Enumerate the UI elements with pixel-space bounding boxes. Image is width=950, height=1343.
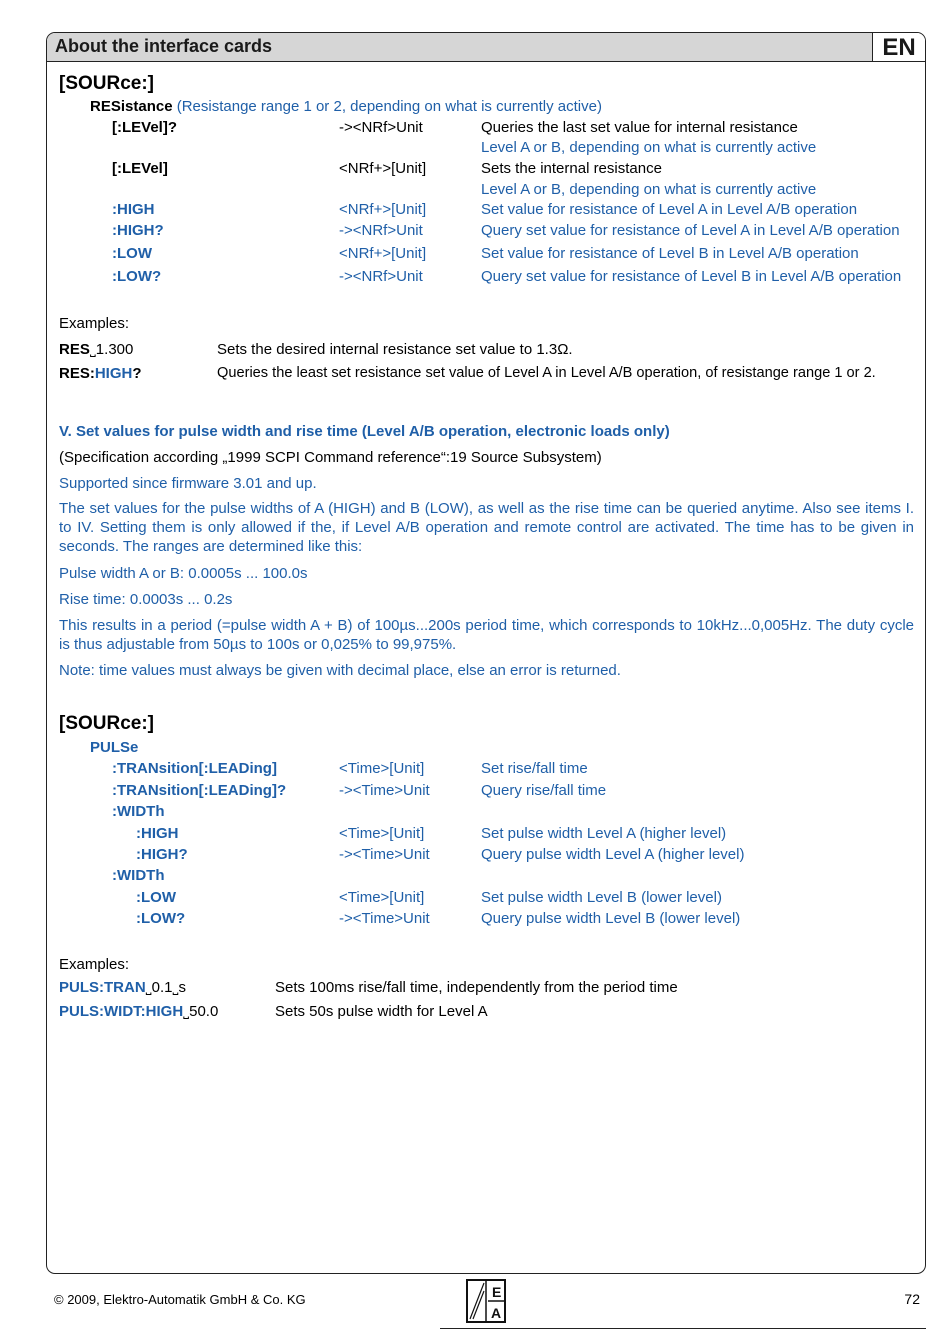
subsystem-resistance <box>90 97 602 116</box>
param-transition-query: -><Time>Unit <box>339 782 430 799</box>
subsystem-name: RESistance <box>90 98 173 115</box>
param-level-set: <NRf+>[Unit] <box>339 160 427 177</box>
desc-width-high: Set pulse width Level A (higher level) <box>481 825 727 842</box>
desc-level-set-note: Level A or B, depending on what is currently active <box>481 181 817 198</box>
examples-label-resistance: Examples: <box>59 315 130 332</box>
param-res-high-query: -><NRf>Unit <box>339 222 423 239</box>
param-width-low: <Time>[Unit] <box>339 889 425 906</box>
cmd-width-high-query: :HIGH? <box>136 846 188 863</box>
decimal-note: Note: time values must always be given with decimal place, else an error is returned. <box>59 662 621 679</box>
examples-label-pulse: Examples: <box>59 956 130 973</box>
example-res-desc: Sets the desired internal resistance set value to 1.3Ω. <box>217 341 573 358</box>
desc-transition-query: Query rise/fall time <box>481 782 607 799</box>
cmd-res-low: :LOW <box>112 245 152 262</box>
svg-text:E: E <box>492 1284 502 1300</box>
section-title-pulse: V. Set values for pulse width and rise time (Level A/B operation, electronic loads only) <box>59 423 670 440</box>
section-heading-resistance: [SOURce:] <box>59 73 155 94</box>
param-res-high: <NRf+>[Unit] <box>339 201 427 218</box>
pulse-width-range: Pulse width A or B: 0.0005s ... 100.0s <box>59 565 308 582</box>
example-cmd-part: RES: <box>59 365 95 382</box>
cmd-transition-query: :TRANsition[:LEADing]? <box>112 782 287 799</box>
paragraph-period: This results in a period (=pulse width A + B) of 100µs...200s period time, which corresponds to 10kHz...0,005Hz. The duty cycle is thus adjustable from 50µs to 100s or 0,025% to 99,975%. <box>59 617 914 653</box>
subsystem-note: (Resistange range 1 or 2, depending on what is currently active) <box>176 98 602 115</box>
param-transition: <Time>[Unit] <box>339 760 425 777</box>
desc-level-query: Queries the last set value for internal resistance <box>481 119 798 136</box>
example-cmd-part: ˽1.300 <box>89 341 134 358</box>
cmd-res-low-query: :LOW? <box>112 268 162 285</box>
param-res-low: <NRf+>[Unit] <box>339 245 427 262</box>
cmd-level-set: [:LEVel] <box>112 160 168 177</box>
example-puls-tran-cmd <box>59 978 186 997</box>
param-level-query: -><NRf>Unit <box>339 119 423 136</box>
ea-logo-icon <box>466 1279 506 1323</box>
example-cmd-part: HIGH <box>94 365 133 382</box>
footer-rule <box>440 1328 926 1329</box>
example-cmd-part: PULS:TRAN <box>59 979 146 996</box>
example-cmd-part: ˽50.0 <box>183 1003 219 1020</box>
desc-width-high-query: Query pulse width Level A (higher level) <box>481 846 745 863</box>
spec-reference: (Specification according „1999 SCPI Command reference“:19 Source Subsystem) <box>59 449 602 466</box>
cmd-level-query: [:LEVel]? <box>112 119 178 136</box>
firmware-note: Supported since firmware 3.01 and up. <box>59 475 317 492</box>
desc-level-query-note: Level A or B, depending on what is currently active <box>481 139 817 156</box>
cmd-res-high: :HIGH <box>112 201 155 218</box>
cmd-width-high: :HIGH <box>136 825 179 842</box>
example-puls-widt-desc: Sets 50s pulse width for Level A <box>275 1003 488 1020</box>
example-res-cmd <box>59 340 133 359</box>
param-width-high: <Time>[Unit] <box>339 825 425 842</box>
cmd-width-low: :LOW <box>136 889 176 906</box>
language-badge: EN <box>872 33 925 61</box>
desc-res-high: Set value for resistance of Level A in Level A/B operation <box>481 201 858 218</box>
cmd-width-high-group: :WIDTh <box>112 803 165 820</box>
paragraph-pulse-widths: The set values for the pulse widths of A (HIGH) and B (LOW), as well as the rise time can be queried anytime. Also see items I. to IV. Setting them is only allowed if the, if Level A/B operation and remote control are activated. The time has to be given in seconds. The ranges are determined like this: <box>59 500 914 555</box>
subsystem-pulse: PULSe <box>90 739 139 756</box>
example-cmd-part: ˽0.1˽s <box>145 979 186 996</box>
cmd-width-low-query: :LOW? <box>136 910 186 927</box>
cmd-width-low-group: :WIDTh <box>112 867 165 884</box>
section-heading-pulse: [SOURce:] <box>59 713 155 734</box>
desc-res-low: Set value for resistance of Level B in Level A/B operation <box>481 245 859 262</box>
desc-width-low: Set pulse width Level B (lower level) <box>481 889 722 906</box>
page-number: 72 <box>904 1291 920 1307</box>
desc-res-low-query: Query set value for resistance of Level B in Level A/B operation <box>481 268 902 285</box>
example-res-high-cmd <box>59 364 142 383</box>
param-width-high-query: -><Time>Unit <box>339 846 430 863</box>
param-res-low-query: -><NRf>Unit <box>339 268 423 285</box>
desc-level-set: Sets the internal resistance <box>481 160 662 177</box>
cmd-transition: :TRANsition[:LEADing] <box>112 760 277 777</box>
example-cmd-part: PULS:WIDT:HIGH <box>59 1003 184 1020</box>
example-puls-tran-desc: Sets 100ms rise/fall time, independently from the period time <box>275 979 678 996</box>
example-puls-widt-cmd <box>59 1002 218 1021</box>
page-title: About the interface cards <box>55 36 273 56</box>
param-width-low-query: -><Time>Unit <box>339 910 430 927</box>
example-cmd-part: ? <box>132 365 142 382</box>
footer-copyright: © 2009, Elektro-Automatik GmbH & Co. KG <box>54 1292 306 1307</box>
cmd-res-high-query: :HIGH? <box>112 222 164 239</box>
rise-time-range: Rise time: 0.0003s ... 0.2s <box>59 591 233 608</box>
svg-text:A: A <box>491 1305 502 1321</box>
desc-transition: Set rise/fall time <box>481 760 588 777</box>
example-cmd-part: RES <box>59 341 90 358</box>
example-res-high-desc: Queries the least set resistance set value of Level A in Level A/B operation, of resistange range 1 or 2. <box>217 365 876 381</box>
desc-res-high-query: Query set value for resistance of Level A in Level A/B operation <box>481 222 900 239</box>
desc-width-low-query: Query pulse width Level B (lower level) <box>481 910 741 927</box>
